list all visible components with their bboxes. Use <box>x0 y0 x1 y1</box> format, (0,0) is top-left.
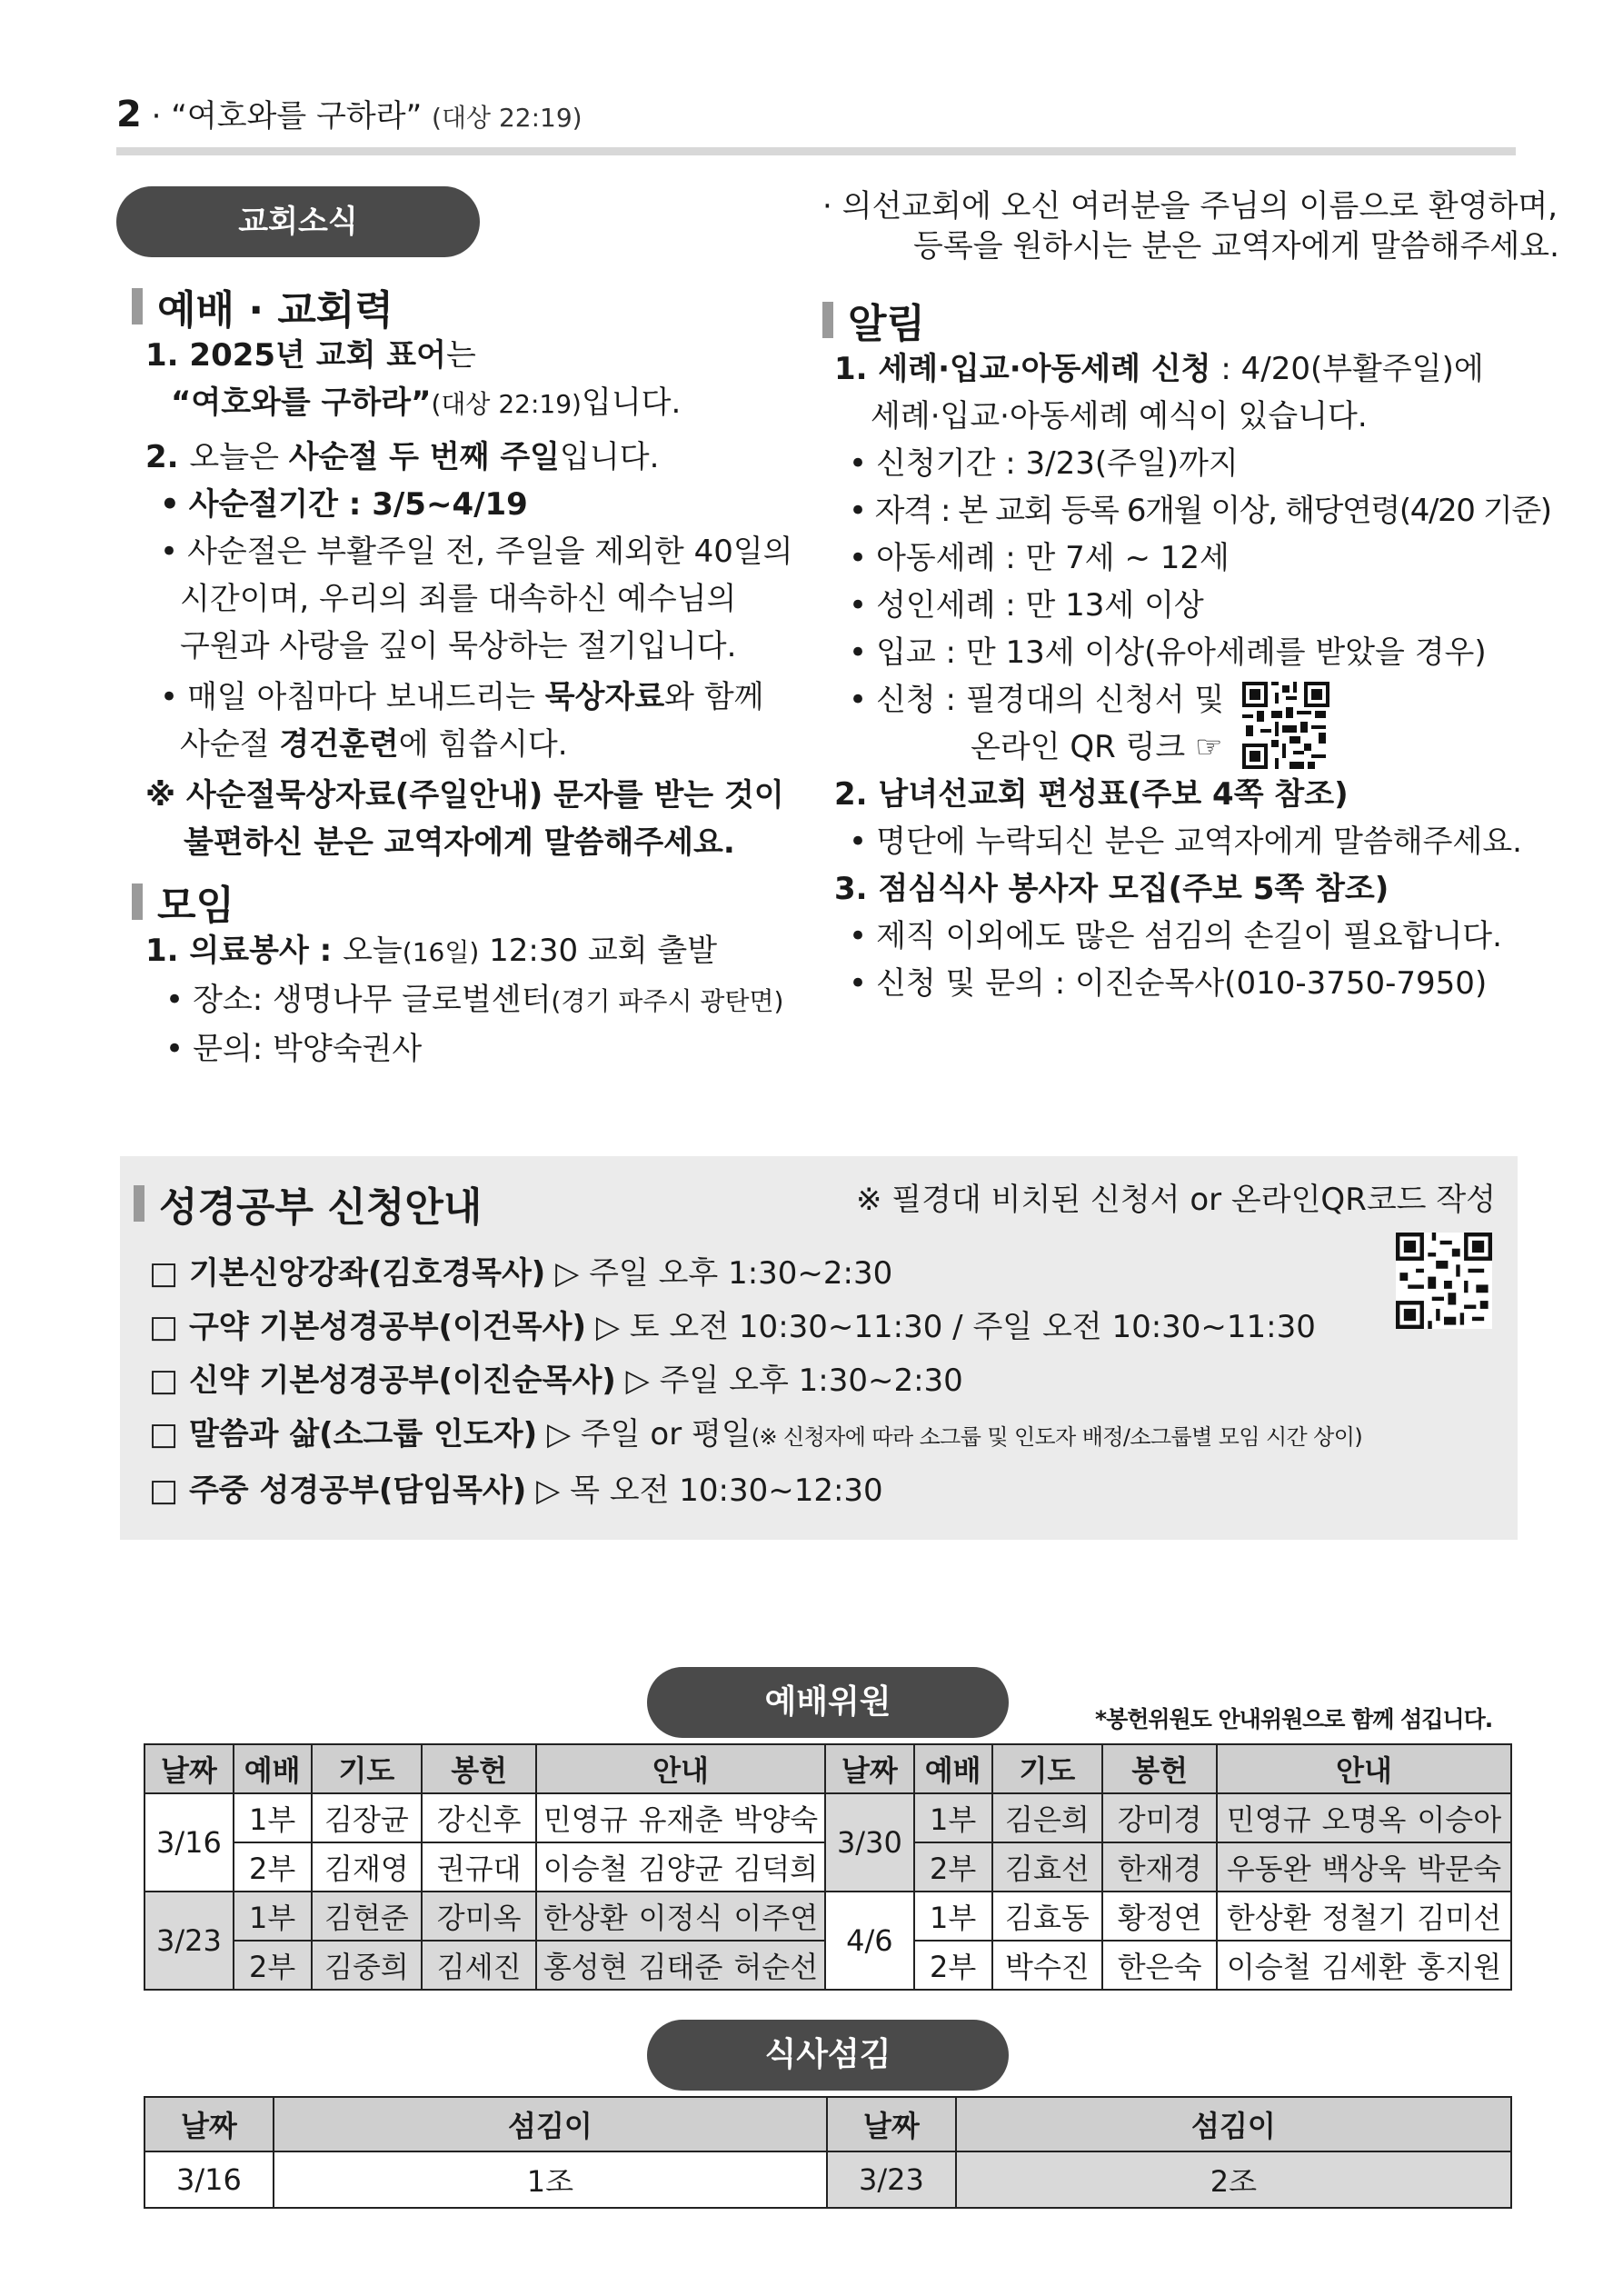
lunch-volunteer-line: 3. 점심식사 봉사자 모집(주보 5쪽 참조) <box>834 871 1389 907</box>
prayer-cell: 박수진 <box>992 1941 1103 1990</box>
worship-section-body <box>145 332 793 866</box>
worship-section-title: 예배 · 교회력 <box>157 287 393 334</box>
prayer-cell: 김현준 <box>312 1892 423 1941</box>
header-reference: (대상 22:19) <box>432 103 582 133</box>
offering-cell: 한재경 <box>1102 1842 1217 1892</box>
section-marker <box>134 1185 144 1222</box>
service-cell: 2부 <box>234 1941 312 1990</box>
header-cell: 예배 <box>914 1744 992 1793</box>
bible-study-box <box>120 1156 1518 1540</box>
meeting-section-heading <box>132 873 234 931</box>
worship-section-heading <box>132 277 393 335</box>
guide-cell: 이승철 김양균 김덕희 <box>536 1842 825 1892</box>
service-cell: 1부 <box>914 1892 992 1941</box>
bible-study-item[interactable]: □ 주중 성경공부(담임목사) ▷ 목 오전 10:30~12:30 <box>149 1472 883 1509</box>
bible-study-item[interactable]: □ 기본신앙강좌(김호경목사) ▷ 주일 오후 1:30~2:30 <box>149 1255 893 1292</box>
bible-study-heading <box>134 1174 482 1233</box>
header-cell: 섬김이 <box>956 2097 1511 2151</box>
meal-service-table <box>144 2096 1512 2209</box>
offering-cell: 권규대 <box>422 1842 536 1892</box>
confirmation: • 입교 : 만 13세 이상(유아세례를 받았을 경우) <box>834 629 1551 676</box>
welcome-line-1: · 의선교회에 오신 여러분을 주님의 이름으로 환영하며, <box>822 188 1558 225</box>
bible-study-item[interactable]: □ 신약 기본성경공부(이진순목사) ▷ 주일 오후 1:30~2:30 <box>149 1363 963 1399</box>
child-baptism: • 아동세례 : 만 7세 ~ 12세 <box>834 534 1551 582</box>
daily-meditation-2: 사순절 경건훈련에 힘씁시다. <box>180 726 568 763</box>
table-row <box>144 1892 1511 1941</box>
page-header <box>116 91 582 135</box>
offering-cell: 강신후 <box>422 1793 536 1842</box>
header-cell: 안내 <box>536 1744 825 1793</box>
header-cell: 날짜 <box>144 1744 234 1793</box>
date-cell: 3/30 <box>825 1793 914 1892</box>
guide-cell: 우동완 백상욱 박문숙 <box>1217 1842 1511 1892</box>
bible-study-title: 성경공부 신청안내 <box>159 1184 483 1231</box>
table-header-row <box>144 1744 1511 1793</box>
guide-cell: 한상환 이정식 이주연 <box>536 1892 825 1941</box>
server-cell: 1조 <box>274 2151 827 2208</box>
qr-icon <box>1242 682 1329 769</box>
date-cell: 3/16 <box>144 1793 234 1892</box>
header-cell: 기도 <box>992 1744 1103 1793</box>
service-cell: 1부 <box>234 1793 312 1842</box>
meeting-section-body <box>145 927 783 1073</box>
guide-cell: 민영규 유재춘 박양숙 <box>536 1793 825 1842</box>
section-marker <box>132 288 143 324</box>
worship-committee-note: *봉헌위원도 안내위원으로 함께 섬깁니다. <box>1095 1706 1493 1732</box>
worship-committee-table <box>144 1743 1512 1991</box>
mission-group-line: 2. 남녀선교회 편성표(주보 4쪽 참조) <box>834 776 1349 813</box>
date-cell: 3/23 <box>144 1892 234 1990</box>
section-marker <box>132 883 143 920</box>
service-cell: 2부 <box>914 1842 992 1892</box>
header-cell: 안내 <box>1217 1744 1511 1793</box>
baptism-qualification: • 자격 : 본 교회 등록 6개월 이상, 해당연령(4/20 기준) <box>834 487 1551 534</box>
lunch-volunteer-sub-1: • 제직 이외에도 많은 섬김의 손길이 필요합니다. <box>834 913 1551 960</box>
prayer-cell: 김효동 <box>992 1892 1103 1941</box>
section-marker <box>822 302 833 338</box>
worship-committee-pill: 예배위원 <box>647 1667 1009 1738</box>
lent-period: • 사순절기간 : 3/5~4/19 <box>145 481 793 528</box>
offering-cell: 한은숙 <box>1102 1941 1217 1990</box>
mission-group-sub: • 명단에 누락되신 분은 교역자에게 말씀해주세요. <box>834 818 1551 865</box>
bible-study-qr-code[interactable] <box>1396 1233 1492 1329</box>
prayer-cell: 김장균 <box>312 1793 423 1842</box>
medical-service-contact: • 문의: 박양숙권사 <box>145 1025 783 1073</box>
service-cell: 2부 <box>234 1842 312 1892</box>
bible-study-item[interactable]: □ 구약 기본성경공부(이건목사) ▷ 토 오전 10:30~11:30 / 주일 오전 10:30~11:30 <box>149 1309 1316 1345</box>
table-header-row <box>144 2097 1511 2151</box>
daily-meditation-1: • 매일 아침마다 보내드리는 묵상자료와 함께 <box>145 674 793 721</box>
table-row <box>144 2151 1511 2208</box>
lent-desc-3: 구원과 사랑을 깊이 묵상하는 절기입니다. <box>180 628 737 664</box>
page-number: 2 <box>116 94 142 135</box>
welcome-line-2: 등록을 원하시는 분은 교역자에게 말씀해주세요. <box>913 228 1559 265</box>
guide-cell: 한상환 정철기 김미선 <box>1217 1892 1511 1941</box>
meditation-note-1: ※ 사순절묵상자료(주일안내) 문자를 받는 것이 <box>145 777 784 814</box>
offering-cell: 김세진 <box>422 1941 536 1990</box>
header-cell: 섬김이 <box>274 2097 827 2151</box>
notice-section-heading <box>822 291 925 349</box>
medical-service-line: 1. 의료봉사 : 오늘(16일) 12:30 교회 출발 <box>145 933 718 969</box>
header-separator: · <box>151 98 162 135</box>
motto-line-1: 1. 2025년 교회 표어는 <box>145 337 476 374</box>
notice-section-title: 알림 <box>848 301 926 347</box>
lent-desc-2: 시간이며, 우리의 죄를 대속하신 예수님의 <box>180 581 737 617</box>
motto-line-2: “여호와를 구하라”(대상 22:19)입니다. <box>171 384 682 421</box>
bible-study-list <box>149 1247 1362 1518</box>
meal-service-pill: 식사섬김 <box>647 2020 1009 2091</box>
header-motto: “여호와를 구하라” <box>171 98 423 135</box>
church-news-pill: 교회소식 <box>116 186 480 257</box>
header-cell: 기도 <box>312 1744 423 1793</box>
baptism-line-1: 1. 세례·입교·아동세례 신청 : 4/20(부활주일)에 <box>834 351 1484 387</box>
offering-cell: 황정연 <box>1102 1892 1217 1941</box>
date-cell: 3/16 <box>144 2151 274 2208</box>
header-cell: 날짜 <box>144 2097 274 2151</box>
baptism-line-2: 세례·입교·아동세례 예식이 있습니다. <box>871 398 1368 434</box>
welcome-message <box>822 186 1559 266</box>
notice-section-body <box>834 345 1551 1007</box>
table-row <box>144 1793 1511 1842</box>
lunch-volunteer-sub-2: • 신청 및 문의 : 이진순목사(010-3750-7950) <box>834 960 1551 1007</box>
prayer-cell: 김효선 <box>992 1842 1103 1892</box>
baptism-period: • 신청기간 : 3/23(주일)까지 <box>834 440 1551 487</box>
header-cell: 봉헌 <box>422 1744 536 1793</box>
offering-cell: 강미옥 <box>422 1892 536 1941</box>
header-cell: 예배 <box>234 1744 312 1793</box>
date-cell: 4/6 <box>825 1892 914 1990</box>
service-cell: 1부 <box>914 1793 992 1842</box>
service-cell: 2부 <box>914 1941 992 1990</box>
apply-line-2: 온라인 QR 링크 ☞ <box>971 729 1223 765</box>
prayer-cell: 김중희 <box>312 1941 423 1990</box>
date-cell: 3/23 <box>827 2151 956 2208</box>
bible-study-item[interactable]: □ 말씀과 삶(소그룹 인도자) ▷ 주일 or 평일(※ 신청자에 따라 소그룹 및 인도자 배정/소그룹별 모임 시간 상이) <box>149 1416 1363 1452</box>
bible-study-note: ※ 필경대 비치된 신청서 or 온라인QR코드 작성 <box>856 1182 1497 1218</box>
header-cell: 날짜 <box>827 2097 956 2151</box>
baptism-qr-code[interactable] <box>1242 682 1329 769</box>
service-cell: 1부 <box>234 1892 312 1941</box>
apply-line-1: • 신청 : 필경대의 신청서 및 <box>834 676 1551 724</box>
medical-service-place: • 장소: 생명나무 글로벌센터(경기 파주시 광탄면) <box>145 976 783 1025</box>
guide-cell: 홍성현 김태준 허순선 <box>536 1941 825 1990</box>
prayer-cell: 김은희 <box>992 1793 1103 1842</box>
guide-cell: 이승철 김세환 홍지원 <box>1217 1941 1511 1990</box>
header-divider <box>116 147 1516 155</box>
prayer-cell: 김재영 <box>312 1842 423 1892</box>
header-cell: 봉헌 <box>1102 1744 1217 1793</box>
meeting-section-title: 모임 <box>157 883 235 929</box>
server-cell: 2조 <box>956 2151 1511 2208</box>
header-cell: 날짜 <box>825 1744 914 1793</box>
meditation-note-2: 불편하신 분은 교역자에게 말씀해주세요. <box>184 824 735 861</box>
qr-icon <box>1396 1233 1492 1329</box>
guide-cell: 민영규 오명옥 이승아 <box>1217 1793 1511 1842</box>
offering-cell: 강미경 <box>1102 1793 1217 1842</box>
lent-sunday-line: 2. 오늘은 사순절 두 번째 주일입니다. <box>145 439 660 475</box>
adult-baptism: • 성인세례 : 만 13세 이상 <box>834 582 1551 629</box>
lent-desc-1: • 사순절은 부활주일 전, 주일을 제외한 40일의 <box>145 528 793 575</box>
